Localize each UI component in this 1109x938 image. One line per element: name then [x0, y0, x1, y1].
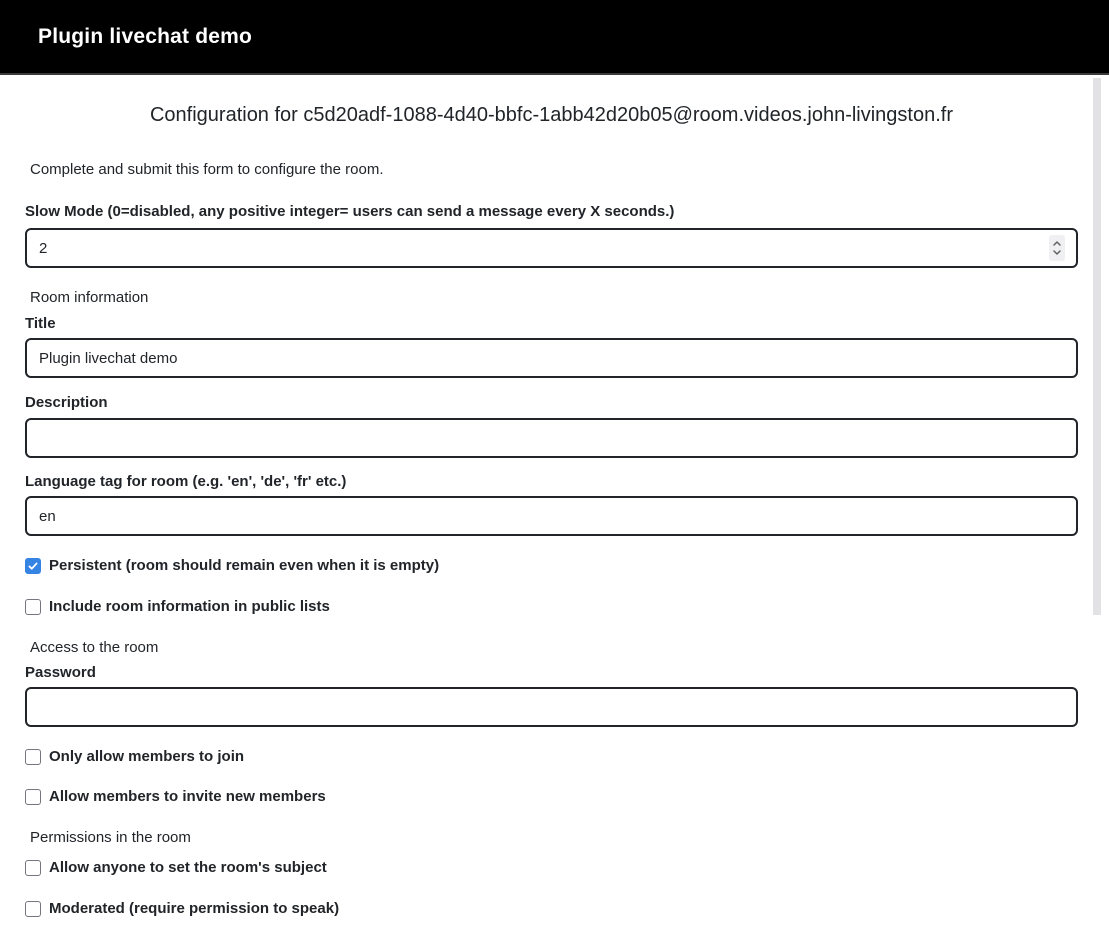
- moderated-checkbox-label: Moderated (require permission to speak): [49, 900, 340, 917]
- slow-mode-label: Slow Mode (0=disabled, any positive integer= users can send a message every X seconds.): [25, 203, 675, 220]
- scrollbar-thumb[interactable]: [1093, 78, 1101, 615]
- section-room-information: Room information: [30, 289, 149, 306]
- checkbox-row-public-list[interactable]: [25, 598, 1078, 615]
- slow-mode-input[interactable]: [25, 228, 1078, 268]
- moderated-checkbox[interactable]: [25, 901, 41, 917]
- section-access: Access to the room: [30, 639, 159, 656]
- checkbox-row-persistent[interactable]: [25, 557, 1078, 574]
- checkbox-row-moderated[interactable]: [25, 900, 1078, 917]
- app-header: [0, 0, 1109, 75]
- public-list-checkbox-label: Include room information in public lists: [49, 598, 330, 615]
- members-only-checkbox[interactable]: [25, 749, 41, 765]
- language-input[interactable]: [25, 496, 1078, 536]
- checkbox-row-members-only[interactable]: [25, 748, 1078, 765]
- description-input[interactable]: [25, 418, 1078, 458]
- spinner-up-down-icon: [1052, 238, 1062, 258]
- members-invite-checkbox-label: Allow members to invite new members: [49, 788, 326, 805]
- password-input[interactable]: [25, 687, 1078, 727]
- persistent-checkbox-label: Persistent (room should remain even when it is empty): [49, 557, 440, 574]
- menu-button[interactable]: [1069, 33, 1073, 41]
- public-list-checkbox[interactable]: [25, 599, 41, 615]
- title-label: Title: [25, 315, 56, 332]
- app-title: Plugin livechat demo: [38, 24, 253, 48]
- checkbox-row-members-invite[interactable]: [25, 788, 1078, 805]
- form-instructions: Complete and submit this form to configure the room.: [30, 161, 384, 178]
- form-heading: Configuration for c5d20adf-1088-4d40-bbfc-1abb42d20b05@room.videos.john-livingston.fr: [149, 104, 954, 126]
- room-config-form: [0, 102, 1109, 917]
- number-spinner[interactable]: [1049, 235, 1065, 261]
- title-input[interactable]: [25, 338, 1078, 378]
- change-subject-checkbox-label: Allow anyone to set the room's subject: [49, 859, 327, 876]
- change-subject-checkbox[interactable]: [25, 860, 41, 876]
- checkmark-icon: [27, 560, 39, 572]
- members-only-checkbox-label: Only allow members to join: [49, 748, 245, 765]
- language-label: Language tag for room (e.g. 'en', 'de', 'fr' etc.): [25, 473, 347, 490]
- checkbox-row-change-subject[interactable]: [25, 859, 1078, 876]
- section-permissions: Permissions in the room: [30, 829, 191, 846]
- members-invite-checkbox[interactable]: [25, 789, 41, 805]
- persistent-checkbox[interactable]: [25, 558, 41, 574]
- description-label: Description: [25, 394, 108, 411]
- password-label: Password: [25, 664, 96, 681]
- slow-mode-input-wrap: [25, 228, 1078, 268]
